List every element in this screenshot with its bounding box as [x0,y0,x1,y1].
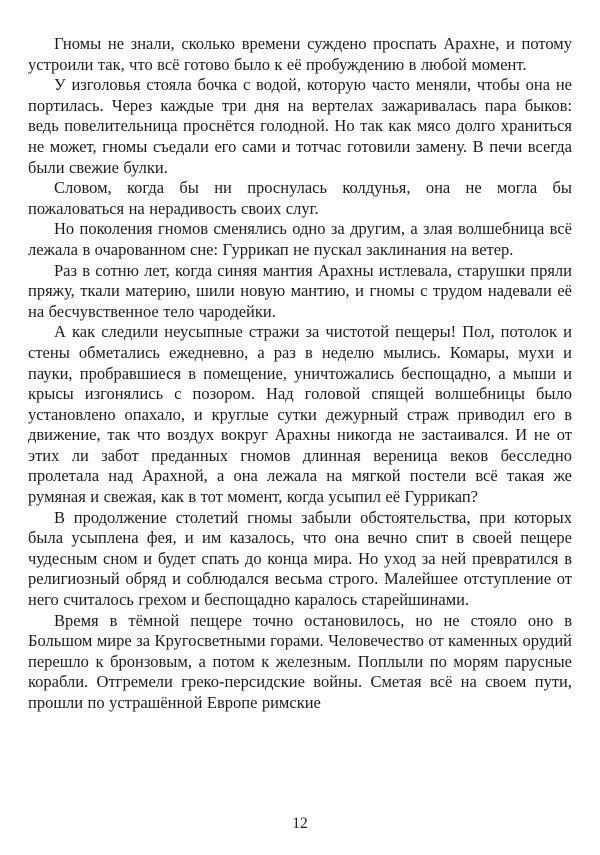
page-number: 12 [292,815,308,832]
paragraph: Но поколения гномов сменялись одно за другим, а злая волшебница всё лежала в очарованном сне: Гуррикап не пускал заклинания на ветер. [28,219,572,259]
paragraph: Время в тёмной пещере точно остановилось, но не стояло оно в Большом мире за Кругосветными горами. Человечество от каменных орудий перешло к бронзовым, а потом к железным. Поплыли по морям парусные корабли. Отгремели греко-персидские войны. Сметая всё на своем пути, прошли по устрашённой Европе римские [28,610,572,712]
page-text [28,34,572,714]
paragraph: Гномы не знали, сколько времени суждено проспать Арахне, и потому устроили так, что всё готово было к её пробуждению в любой момент. [28,34,572,74]
paragraph: У изголовья стояла бочка с водой, которую часто меняли, чтобы она не портилась. Через каждые три дня на вертелах зажаривалась пара быков: ведь повелительница проснётся голодной. Но так как мясо долго храниться не может, гномы съедали его сами и тотчас готовили замену. В печи всегда были свежие булки. [28,75,572,177]
paragraph: Раз в сотню лет, когда синяя мантия Арахны истлевала, старушки пряли пряжу, ткали материю, шили новую мантию, и гномы с трудом надевали её на бесчувственное тело чародейки. [28,260,572,321]
paragraph: Словом, когда бы ни проснулась колдунья, она не могла бы пожаловаться на нерадивость своих слуг. [28,178,572,218]
paragraph: А как следили неусыпные стражи за чистотой пещеры! Пол, потолок и стены обметались ежедневно, а раз в неделю мылись. Комары, мухи и пауки, пробравшиеся в помещение, уничтожались беспощадно, а мыши и крысы изгонялись с позором. Над головой спящей волшебницы было установлено опахало, и круглые сутки дежурный страж приводил его в движение, так что воздух вокруг Арахны никогда не застаивался. И не от этих ли забот преданных гномов длинная вереница веков бесследно пролетала над Арахной, а она лежала на мягкой постели всё такая же румяная и свежая, как в тот момент, когда усыпил её Гуррикап? [28,322,572,507]
paragraph: В продолжение столетий гномы забыли обстоятельства, при которых была усыплена фея, и им казалось, что она вечно спит в своей пещере чудесным сном и будет спать до конца мира. Но уход за ней превратился в религиозный обряд и соблюдался весьма строго. Малейшее отступление от него считалось грехом и беспощадно каралось старейшинами. [28,507,572,610]
